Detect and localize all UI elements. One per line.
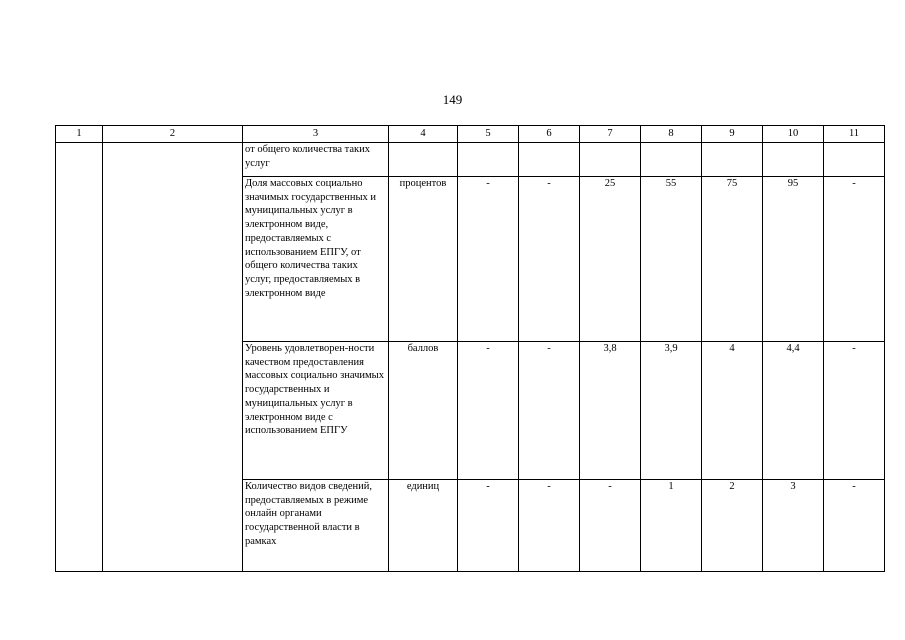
header-cell: 10 <box>763 126 824 143</box>
value-cell <box>763 143 824 177</box>
value-cell: 1 <box>641 480 702 572</box>
value-cell: 4 <box>702 342 763 480</box>
header-cell: 5 <box>458 126 519 143</box>
header-cell: 8 <box>641 126 702 143</box>
header-cell: 11 <box>824 126 885 143</box>
unit-cell: баллов <box>389 342 458 480</box>
value-cell <box>702 143 763 177</box>
value-cell: 3 <box>763 480 824 572</box>
value-cell: 55 <box>641 177 702 342</box>
value-cell: - <box>580 480 641 572</box>
value-cell: - <box>824 342 885 480</box>
value-cell: - <box>519 480 580 572</box>
header-cell: 3 <box>243 126 389 143</box>
value-cell <box>580 143 641 177</box>
indicators-table <box>55 125 885 572</box>
unit-cell: процентов <box>389 177 458 342</box>
header-cell: 9 <box>702 126 763 143</box>
unit-cell <box>389 143 458 177</box>
value-cell: - <box>824 480 885 572</box>
indicator-cell: Доля массовых социально значимых государственных и муниципальных услуг в электронном виде, предоставляемых с использованием ЕПГУ, от общего количества таких услуг, предоставляемых в электронном виде <box>243 177 389 342</box>
header-cell: 4 <box>389 126 458 143</box>
header-cell: 6 <box>519 126 580 143</box>
value-cell: - <box>824 177 885 342</box>
value-cell <box>641 143 702 177</box>
value-cell: - <box>458 480 519 572</box>
value-cell: 2 <box>702 480 763 572</box>
value-cell: 75 <box>702 177 763 342</box>
value-cell <box>824 143 885 177</box>
value-cell: 95 <box>763 177 824 342</box>
value-cell <box>519 143 580 177</box>
value-cell: - <box>458 177 519 342</box>
header-cell: 2 <box>103 126 243 143</box>
value-cell: - <box>458 342 519 480</box>
value-cell <box>458 143 519 177</box>
page-number: 149 <box>442 92 463 107</box>
indicator-cell: Уровень удовлетворен-ности качеством предоставления массовых социально значимых государственных и муниципальных услуг в электронном виде с использованием ЕПГУ <box>243 342 389 480</box>
col1-cell <box>56 143 103 572</box>
value-cell: 3,8 <box>580 342 641 480</box>
indicator-cell: Количество видов сведений, предоставляемых в режиме онлайн органами государственной власти в рамках <box>243 480 389 572</box>
value-cell: 25 <box>580 177 641 342</box>
value-cell: - <box>519 177 580 342</box>
value-cell: 3,9 <box>641 342 702 480</box>
header-row <box>56 126 885 143</box>
indicator-cell: от общего количества таких услуг <box>243 143 389 177</box>
header-cell: 1 <box>56 126 103 143</box>
header-cell: 7 <box>580 126 641 143</box>
table-row <box>56 143 885 177</box>
col2-cell <box>103 143 243 572</box>
value-cell: - <box>519 342 580 480</box>
unit-cell: единиц <box>389 480 458 572</box>
value-cell: 4,4 <box>763 342 824 480</box>
